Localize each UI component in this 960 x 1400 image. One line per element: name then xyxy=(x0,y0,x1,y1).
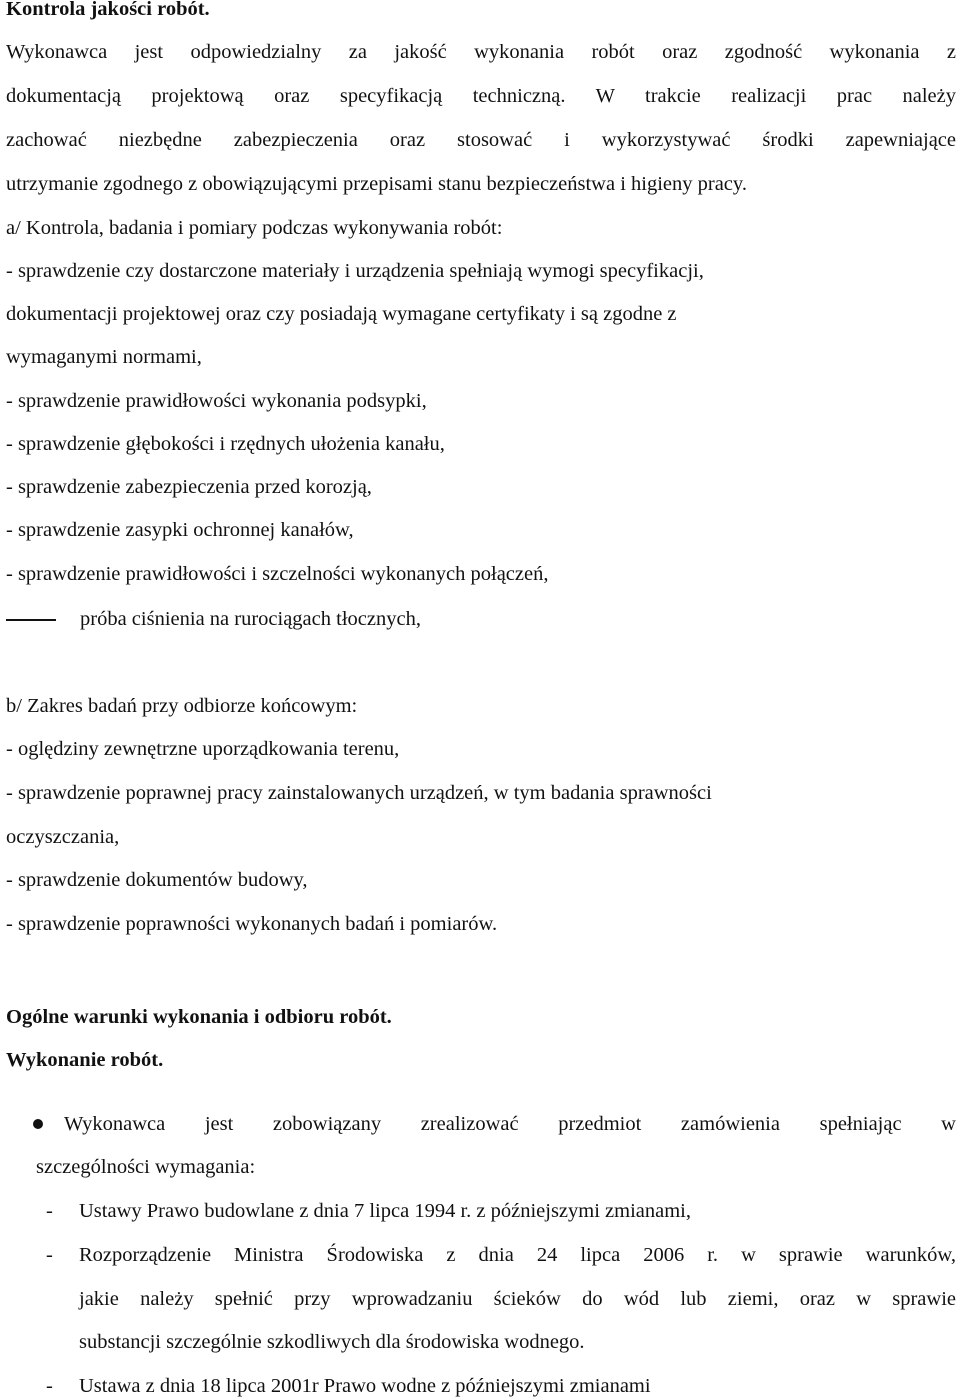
round-bullet-icon xyxy=(33,1119,43,1129)
intro-line-4: utrzymanie zgodnego z obowiązującymi przepisami stanu bezpieczeństwa i higieny pracy. xyxy=(6,173,747,195)
subheading-execution: Wykonanie robót. xyxy=(6,1049,164,1071)
list-b-line: - sprawdzenie poprawnej pracy zainstalowanych urządzeń, w tym badania sprawności xyxy=(6,782,712,804)
dash-marker: - xyxy=(46,1244,53,1266)
list-a-title: a/ Kontrola, badania i pomiary podczas wykonywania robót: xyxy=(6,217,503,239)
section-heading-general-conditions: Ogólne warunki wykonania i odbioru robót. xyxy=(6,1006,392,1028)
list-a-line: wymaganymi normami, xyxy=(6,346,202,368)
list-b-title: b/ Zakres badań przy odbiorze końcowym: xyxy=(6,695,358,717)
sub-item-3: Ustawa z dnia 18 lipca 2001r Prawo wodne z późniejszymi zmianami xyxy=(79,1375,651,1397)
list-a-line: - sprawdzenie prawidłowości wykonania podsypki, xyxy=(6,390,427,412)
sub-item-2-line-2: jakie należy spełnić przy wprowadzaniu ścieków do wód lub ziemi, oraz w sprawie xyxy=(79,1288,956,1310)
dash-bullet-icon xyxy=(6,619,56,621)
list-b-line: - oględziny zewnętrzne uporządkowania terenu, xyxy=(6,738,400,760)
list-b-line: - sprawdzenie dokumentów budowy, xyxy=(6,869,308,891)
dash-marker: - xyxy=(46,1375,53,1397)
list-a-line: - sprawdzenie głębokości i rzędnych ułożenia kanału, xyxy=(6,433,445,455)
sub-item-1: Ustawy Prawo budowlane z dnia 7 lipca 1994 r. z późniejszymi zmianami, xyxy=(79,1200,691,1222)
bullet-line-1: Wykonawca jest zobowiązany zrealizować przedmiot zamówienia spełniając w xyxy=(64,1113,956,1135)
list-a-line: - sprawdzenie czy dostarczone materiały i urządzenia spełniają wymogi specyfikacji, xyxy=(6,260,704,282)
dash-marker: - xyxy=(46,1200,53,1222)
sub-item-2-line-1: Rozporządzenie Ministra Środowiska z dnia 24 lipca 2006 r. w sprawie warunków, xyxy=(79,1244,956,1266)
section-heading-quality-control: Kontrola jakości robót. xyxy=(6,0,210,20)
list-a-line: - sprawdzenie zabezpieczenia przed korozją, xyxy=(6,476,372,498)
list-a-line: dokumentacji projektowej oraz czy posiadają wymagane certyfikaty i są zgodne z xyxy=(6,303,677,325)
intro-line-3: zachować niezbędne zabezpieczenia oraz stosować i wykorzystywać środki zapewniające xyxy=(6,129,956,151)
list-b-line: - sprawdzenie poprawności wykonanych badań i pomiarów. xyxy=(6,913,498,935)
list-b-line: oczyszczania, xyxy=(6,826,120,848)
bullet-line-2: szczególności wymagania: xyxy=(36,1156,256,1178)
list-a-line: - sprawdzenie zasypki ochronnej kanałów, xyxy=(6,519,354,541)
intro-line-2: dokumentacją projektową oraz specyfikacją techniczną. W trakcie realizacji prac należy xyxy=(6,85,956,107)
intro-line-1: Wykonawca jest odpowiedzialny za jakość wykonania robót oraz zgodność wykonania z xyxy=(6,41,956,63)
sub-item-2-line-3: substancji szczególnie szkodliwych dla środowiska wodnego. xyxy=(79,1331,585,1353)
list-a-line: - sprawdzenie prawidłowości i szczelności wykonanych połączeń, xyxy=(6,563,549,585)
list-a-dash-item: próba ciśnienia na rurociągach tłocznych, xyxy=(80,608,421,630)
